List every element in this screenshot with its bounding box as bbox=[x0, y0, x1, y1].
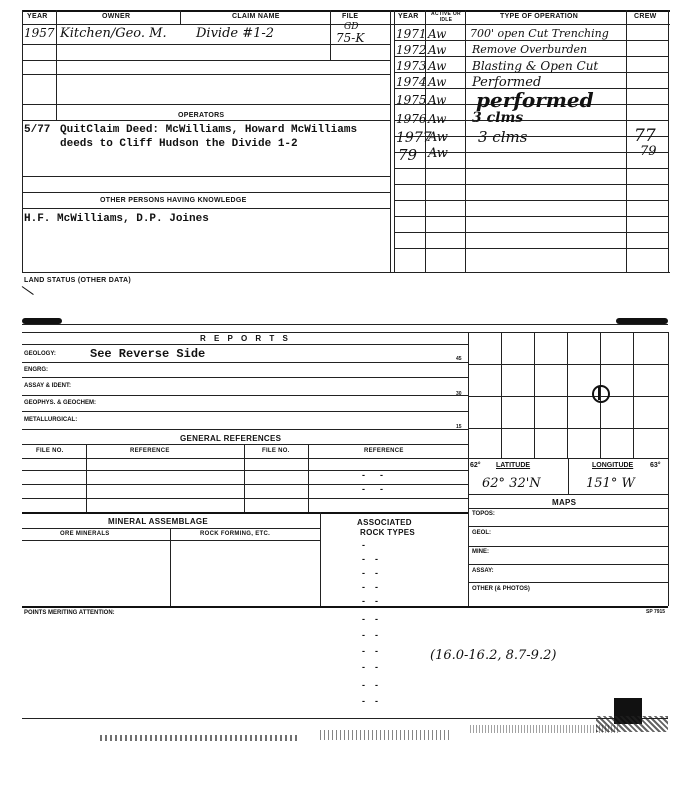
op-year-4: 1974 bbox=[396, 75, 427, 89]
op-type-4: Performed bbox=[472, 75, 542, 90]
col-year-2: YEAR bbox=[398, 13, 419, 20]
claim-owner: Kitchen/Geo. M. bbox=[60, 26, 167, 41]
op-year-1: 1971 bbox=[396, 27, 427, 41]
op-type-6: 3 clms bbox=[472, 110, 524, 126]
operators-line-1: QuitClaim Deed: McWilliams, Howard McWilliams bbox=[60, 124, 358, 136]
engrg-label: ENGRG: bbox=[24, 367, 48, 373]
claim-file-top: GD bbox=[344, 22, 359, 32]
other-persons-title: OTHER PERSONS HAVING KNOWLEDGE bbox=[100, 197, 247, 204]
op-status-5: Aw bbox=[428, 93, 447, 107]
operators-title: OPERATORS bbox=[178, 112, 225, 119]
claim-file: 75-K bbox=[336, 31, 365, 45]
land-status-mark bbox=[22, 286, 34, 295]
op-status-8: Aw bbox=[428, 146, 448, 161]
geophys-label: GEOPHYS. & GEOCHEM: bbox=[24, 400, 97, 406]
dash-mark: - - bbox=[362, 614, 378, 624]
assoc-label-2: ROCK TYPES bbox=[360, 528, 416, 537]
dash-mark: - - bbox=[362, 582, 378, 592]
location-marker-icon bbox=[598, 386, 600, 400]
dash-mark: - - bbox=[362, 484, 383, 494]
col-claim-name: CLAIM NAME bbox=[232, 13, 280, 20]
op-year-5: 1975 bbox=[396, 93, 427, 107]
rock-forming-label: ROCK FORMING, ETC. bbox=[200, 531, 271, 537]
dash-mark: - - bbox=[362, 680, 378, 690]
crew-value-2: 79 bbox=[640, 144, 657, 159]
points-meriting-label: POINTS MERITING ATTENTION: bbox=[24, 610, 115, 616]
handwritten-note: (16.0-16.2, 8.7-9.2) bbox=[430, 648, 557, 663]
op-year-6: 1976 bbox=[396, 112, 427, 126]
general-references-title: GENERAL REFERENCES bbox=[180, 434, 282, 443]
form-code: SP 7915 bbox=[646, 609, 666, 615]
maps-other: OTHER (& PHOTOS) bbox=[472, 586, 530, 592]
scale-45: 45 bbox=[456, 356, 462, 362]
maps-title: MAPS bbox=[552, 498, 577, 507]
ref-col-file-no: FILE NO. bbox=[36, 448, 64, 454]
op-status-7: Aw bbox=[428, 130, 448, 145]
col-file: FILE bbox=[342, 13, 359, 20]
op-year-7: 1977 bbox=[396, 130, 432, 146]
op-year-8: 79 bbox=[398, 146, 418, 164]
dash-mark: - bbox=[362, 540, 365, 550]
claim-name: Divide #1-2 bbox=[196, 26, 275, 41]
reports-title: R E P O R T S bbox=[200, 334, 291, 343]
operators-date: 5/77 bbox=[24, 124, 51, 136]
operators-line-2: deeds to Cliff Hudson the Divide 1-2 bbox=[60, 138, 298, 150]
op-status-6: Aw bbox=[428, 112, 447, 126]
geology-value: See Reverse Side bbox=[90, 347, 206, 361]
dash-mark: - - bbox=[362, 630, 378, 640]
lat-left-degree: 62° bbox=[470, 462, 481, 469]
ref-col-file-no-2: FILE NO. bbox=[262, 448, 290, 454]
latitude-label: LATITUDE bbox=[496, 462, 531, 469]
maps-geol: GEOL: bbox=[472, 530, 491, 536]
other-persons-text: H.F. McWilliams, D.P. Joines bbox=[24, 213, 209, 225]
op-status-2: Aw bbox=[428, 43, 447, 57]
dash-mark: - - bbox=[362, 646, 378, 656]
maps-assay: ASSAY: bbox=[472, 568, 494, 574]
mineral-assemblage-title: MINERAL ASSEMBLAGE bbox=[108, 517, 209, 526]
op-year-2: 1972 bbox=[396, 43, 427, 57]
location-marker-icon bbox=[592, 385, 610, 403]
assay-label: ASSAY & IDENT: bbox=[24, 383, 72, 389]
col-owner: OWNER bbox=[102, 13, 131, 20]
op-type-3: Blasting & Open Cut bbox=[472, 59, 599, 73]
scale-30: 30 bbox=[456, 391, 462, 397]
assoc-label-1: ASSOCIATED bbox=[357, 518, 412, 527]
dash-mark: - - bbox=[362, 596, 378, 606]
metallurgical-label: METALLURGICAL: bbox=[24, 417, 78, 423]
maps-topos: TOPOS: bbox=[472, 511, 495, 517]
dash-mark: - - bbox=[362, 662, 378, 672]
latitude-value: 62° 32'N bbox=[482, 476, 541, 491]
geology-label: GEOLOGY: bbox=[24, 351, 56, 357]
dash-mark: - - bbox=[362, 568, 378, 578]
col-type-of-operation: TYPE OF OPERATION bbox=[500, 13, 579, 20]
longitude-value: 151° W bbox=[586, 476, 635, 491]
crew-value-1: 77 bbox=[634, 126, 656, 146]
land-status-label: LAND STATUS (OTHER DATA) bbox=[24, 277, 132, 284]
dash-mark: - - bbox=[362, 696, 378, 706]
op-status-1: Aw bbox=[428, 27, 447, 41]
col-active-idle: ACTIVE OR IDLE bbox=[431, 11, 461, 23]
col-crew: CREW bbox=[634, 13, 657, 20]
op-type-2: Remove Overburden bbox=[472, 43, 588, 56]
scale-15: 15 bbox=[456, 424, 462, 430]
claim-year: 1957 bbox=[24, 26, 55, 40]
longitude-label: LONGITUDE bbox=[592, 462, 634, 469]
ore-minerals-label: ORE MINERALS bbox=[60, 531, 110, 537]
col-year: YEAR bbox=[27, 13, 48, 20]
op-type-7: 3 clms bbox=[478, 128, 528, 146]
maps-mine: MINE: bbox=[472, 549, 489, 555]
ref-col-reference-2: REFERENCE bbox=[364, 448, 404, 454]
dash-mark: - - bbox=[362, 554, 378, 564]
lon-right-degree: 63° bbox=[650, 462, 661, 469]
op-year-3: 1973 bbox=[396, 59, 427, 73]
op-status-4: Aw bbox=[428, 75, 447, 89]
ref-col-reference: REFERENCE bbox=[130, 448, 170, 454]
op-type-5: performed bbox=[476, 88, 594, 112]
op-type-1: 700' open Cut Trenching bbox=[470, 27, 609, 40]
dash-mark: - - bbox=[362, 470, 383, 480]
op-status-3: Aw bbox=[428, 59, 447, 73]
